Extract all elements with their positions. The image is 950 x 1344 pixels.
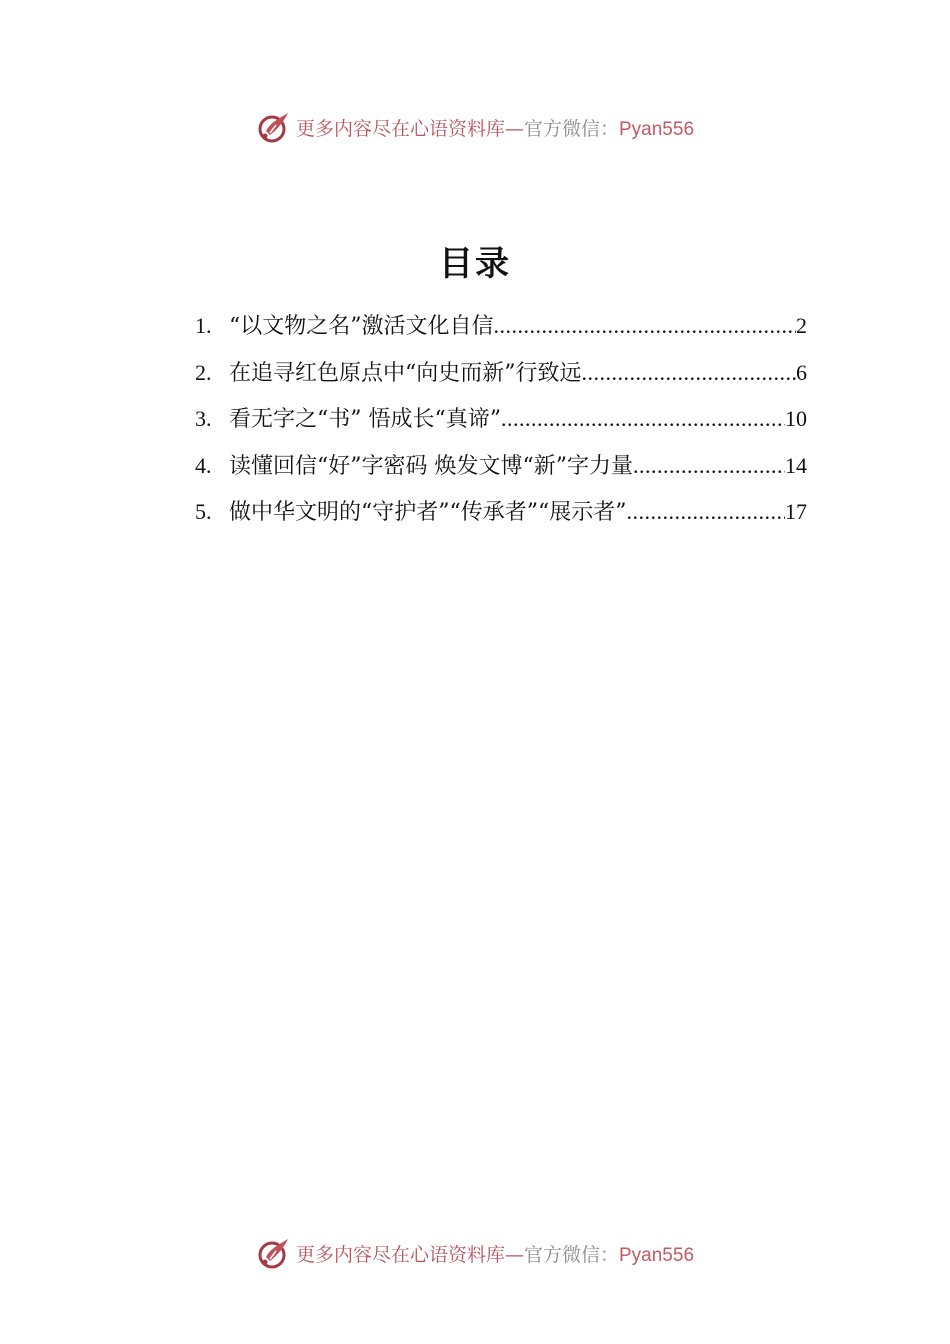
header-wechat-label: 官方微信：	[523, 117, 619, 140]
toc-item-text: 读懂回信“好”字密码 焕发文博“新”字力量	[229, 453, 633, 479]
toc-item-3[interactable]	[195, 396, 807, 443]
toc-item-number: 1.	[195, 313, 212, 338]
toc-leader-dots	[633, 443, 785, 490]
toc-item-5[interactable]	[195, 489, 807, 536]
footer-wechat-label: 官方微信：	[523, 1243, 619, 1266]
header-banner	[0, 107, 950, 147]
footer-banner	[0, 1233, 950, 1273]
header-banner-text	[296, 114, 694, 141]
toc-item-number: 4.	[195, 452, 212, 478]
toc-leader-dots	[501, 396, 785, 443]
pen-logo-icon	[256, 109, 292, 145]
header-handle: Pyan556	[619, 118, 695, 140]
header-library-text: 更多内容尽在心语资料库	[295, 117, 505, 140]
toc-item-page: 10	[785, 406, 807, 431]
toc-leader-dots	[582, 350, 797, 397]
toc-item-4[interactable]	[195, 443, 807, 490]
toc-item-text: 在追寻红色原点中“向史而新”行致远	[229, 360, 582, 386]
toc-item-text: “以文物之名”激活文化自信	[229, 314, 494, 339]
toc-list	[195, 303, 807, 536]
toc-item-2[interactable]	[195, 350, 807, 397]
toc-item-number: 2.	[195, 359, 212, 385]
toc-item-text: 看无字之“书” 悟成长“真谛”	[229, 407, 501, 432]
toc-item-page: 14	[785, 452, 807, 478]
toc-item-page: 17	[785, 499, 807, 524]
toc-item-1[interactable]	[195, 303, 807, 350]
footer-dash: —	[504, 1243, 524, 1266]
toc-item-number: 5.	[195, 499, 212, 524]
toc-leader-dots	[626, 489, 785, 536]
footer-library-text: 更多内容尽在心语资料库	[295, 1243, 505, 1266]
toc-item-number: 3.	[195, 406, 212, 431]
toc-leader-dots	[494, 303, 797, 350]
toc-item-text: 做中华文明的“守护者”“传承者”“展示者”	[229, 500, 627, 525]
toc-title: 目录	[439, 244, 511, 284]
header-dash: —	[504, 117, 524, 140]
footer-banner-text	[296, 1240, 694, 1267]
toc-item-page: 2	[796, 313, 807, 338]
footer-handle: Pyan556	[619, 1244, 695, 1266]
pen-logo-icon	[256, 1235, 292, 1271]
toc-item-page: 6	[796, 359, 807, 385]
